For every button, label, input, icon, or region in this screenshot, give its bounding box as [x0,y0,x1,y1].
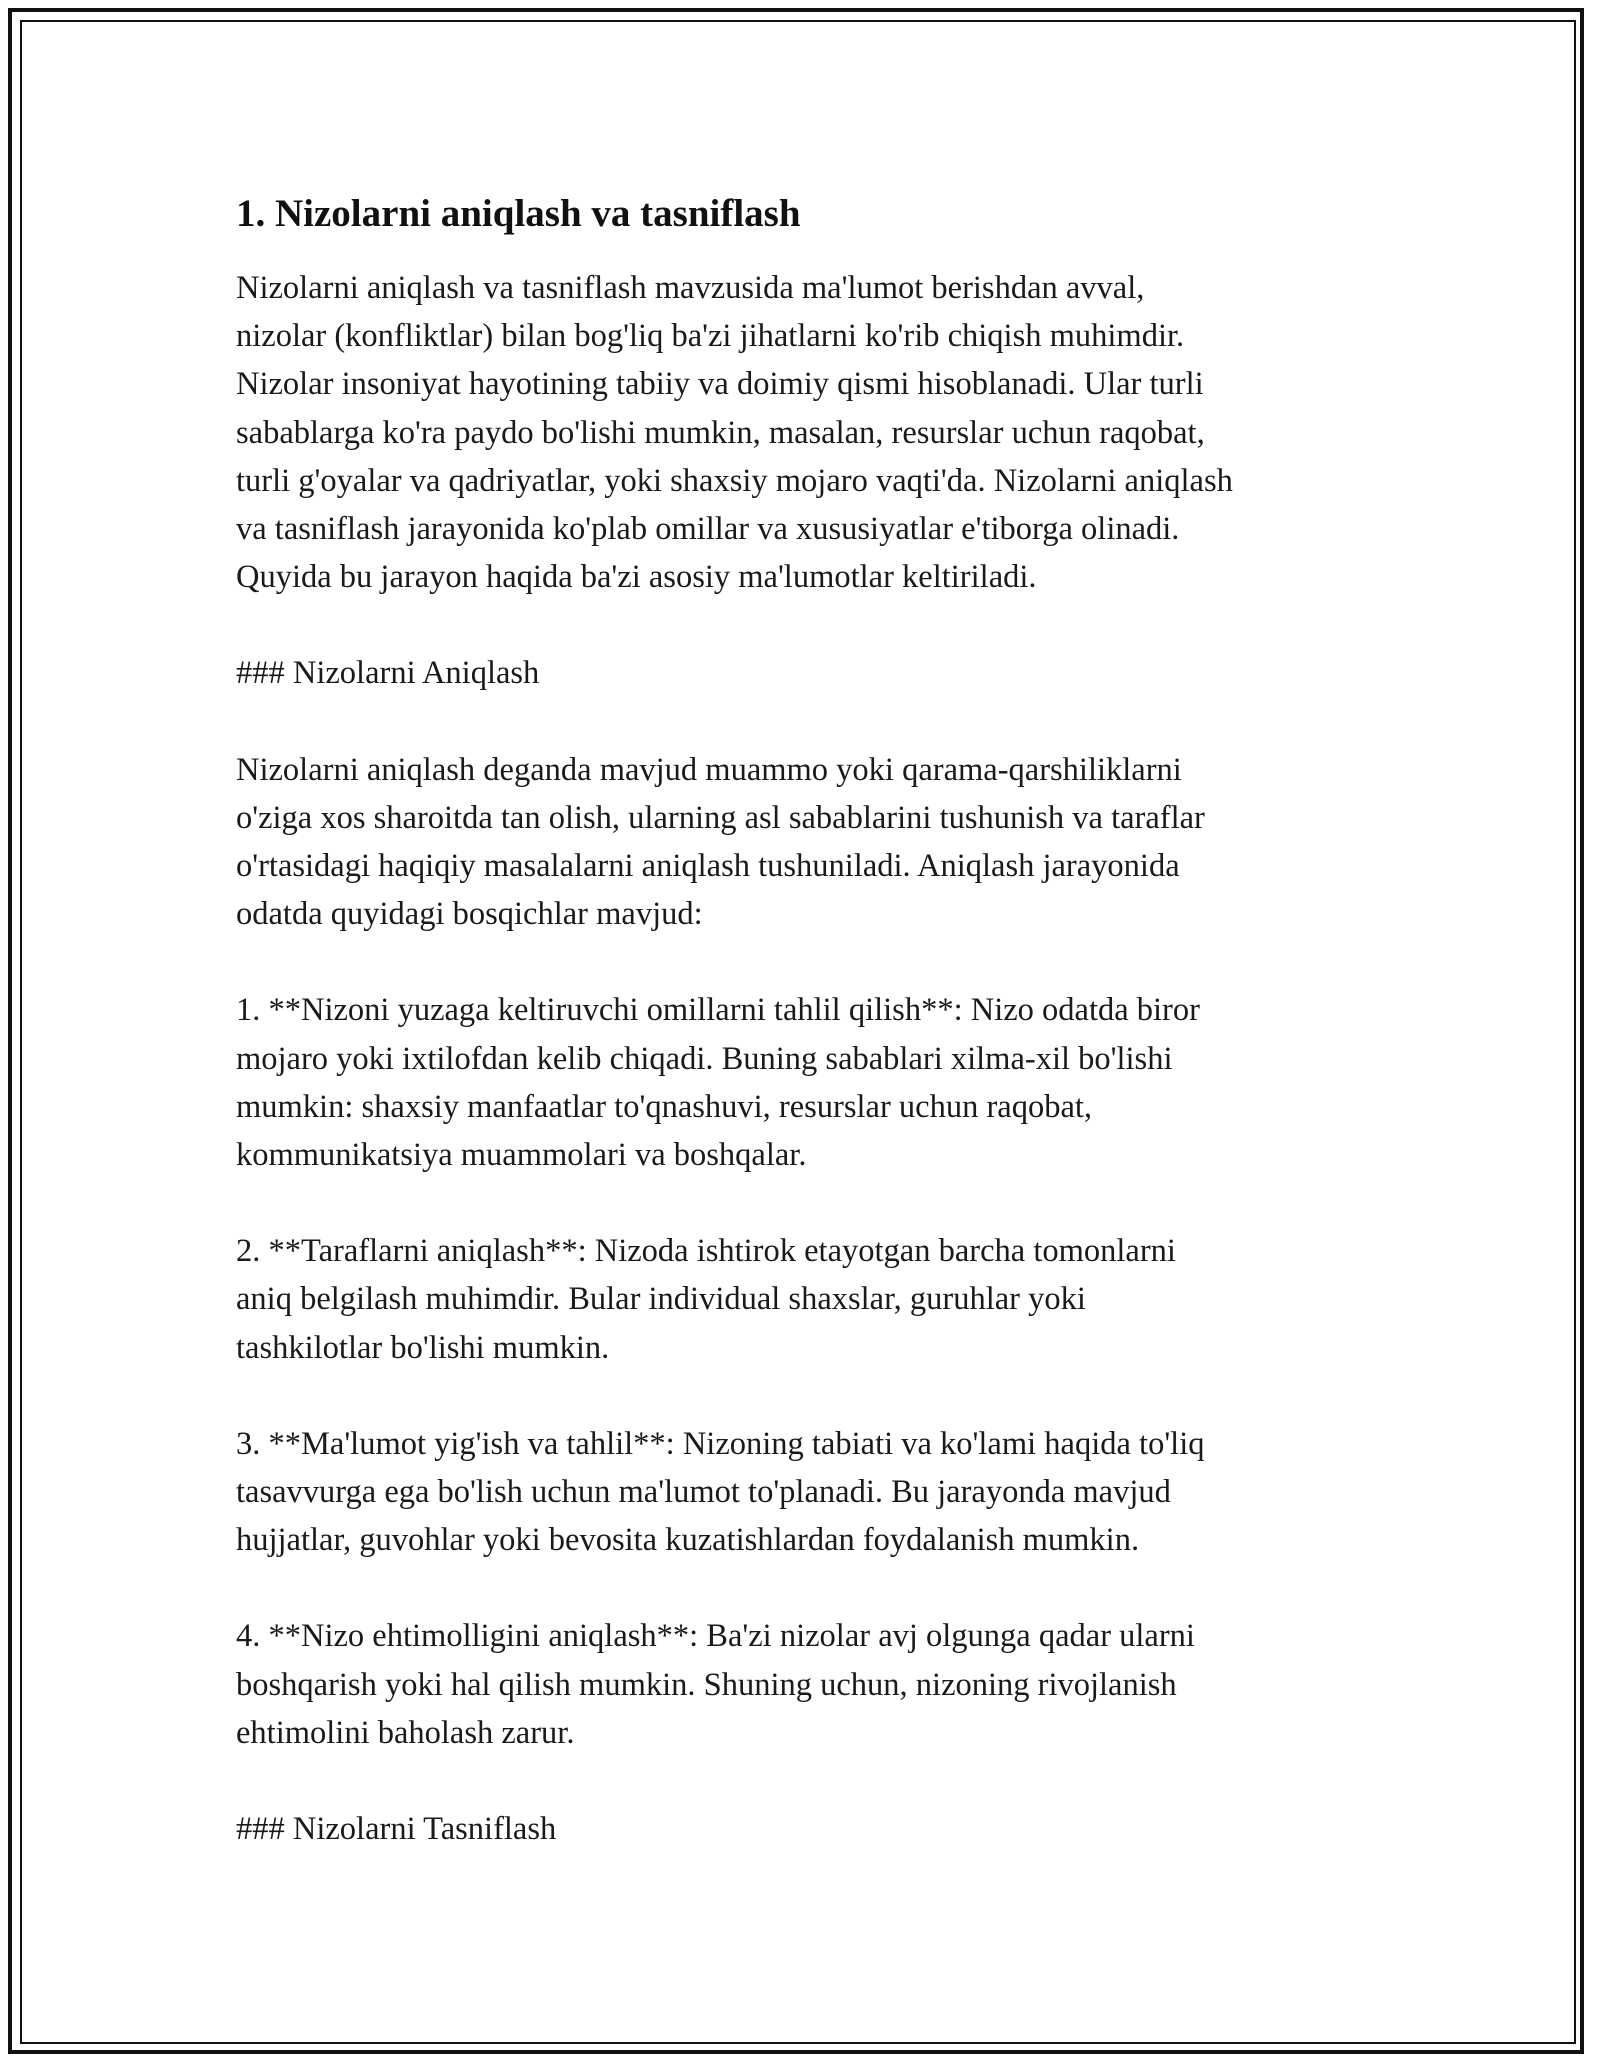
aniqlash-paragraph [236,746,1376,939]
text-line: o'rtasidagi haqiqiy masalalarni aniqlash tushuniladi. Aniqlash jarayonida [236,848,1180,885]
list-item-3 [236,1420,1376,1565]
section-heading-aniqlash [236,649,1376,697]
text-line: hujjatlar, guvohlar yoki bevosita kuzatishlardan foydalanish mumkin. [236,1522,1140,1559]
list-item-1 [236,986,1376,1179]
text-line: aniq belgilash muhimdir. Bular individual shaxslar, guruhlar yoki [236,1281,1086,1318]
text-line: o'ziga xos sharoitda tan olish, ularning asl sabablarini tushunish va taraflar [236,799,1205,836]
document-body [236,186,1376,1901]
text-line: 4. **Nizo ehtimolligini aniqlash**: Ba'zi nizolar avj olgunga qadar ularni [236,1618,1195,1655]
text-line: Quyida bu jarayon haqida ba'zi asosiy ma'lumotlar keltiriladi. [236,559,1037,596]
text-line: ### Nizolarni Tasniflash [236,1811,557,1848]
intro-paragraph [236,264,1376,601]
text-line: mojaro yoki ixtilofdan kelib chiqadi. Buning sabablari xilma-xil bo'lishi [236,1040,1173,1077]
text-line: Nizolar insoniyat hayotining tabiiy va doimiy qismi hisoblanadi. Ular turli [236,366,1204,403]
list-item-2 [236,1227,1376,1372]
text-line: va tasniflash jarayonida ko'plab omillar va xususiyatlar e'tiborga olinadi. [236,511,1180,548]
text-line: Nizolarni aniqlash va tasniflash mavzusida ma'lumot berishdan avval, [236,270,1145,306]
list-item-4 [236,1612,1376,1757]
text-line: 1. **Nizoni yuzaga keltiruvchi omillarni tahlil qilish**: Nizo odatda biror [236,992,1200,1029]
text-line: sabablarga ko'ra paydo bo'lishi mumkin, masalan, resurslar uchun raqobat, [236,414,1205,451]
text-line: kommunikatsiya muammolari va boshqalar. [236,1137,807,1174]
text-line: turli g'oyalar va qadriyatlar, yoki shaxsiy mojaro vaqti'da. Nizolarni aniqlash [236,462,1233,499]
text-line: mumkin: shaxsiy manfaatlar to'qnashuvi, resurslar uchun raqobat, [236,1088,1093,1125]
section-heading-tasniflash [236,1805,1376,1853]
text-line: nizolar (konfliktlar) bilan bog'liq ba'zi jihatlarni ko'rib chiqish muhimdir. [236,318,1185,355]
text-line: Nizolarni aniqlash deganda mavjud muammo yoki qarama-qarshiliklarni [236,751,1182,788]
text-line: 3. **Ma'lumot yig'ish va tahlil**: Nizoning tabiati va ko'lami haqida to'liq [236,1425,1205,1462]
text-line: boshqarish yoki hal qilish mumkin. Shuning uchun, nizoning rivojlanish [236,1666,1177,1703]
text-line: tashkilotlar bo'lishi mumkin. [236,1329,610,1366]
text-line: 2. **Taraflarni aniqlash**: Nizoda ishtirok etayotgan barcha tomonlarni [236,1233,1176,1270]
text-line: ehtimolini baholash zarur. [236,1714,575,1751]
text-line: odatda quyidagi bosqichlar mavjud: [236,896,703,933]
text-line: ### Nizolarni Aniqlash [236,655,540,692]
document-title: 1. Nizolarni aniqlash va tasniflash [236,192,801,235]
text-line: tasavvurga ega bo'lish uchun ma'lumot to'planadi. Bu jarayonda mavjud [236,1474,1171,1511]
